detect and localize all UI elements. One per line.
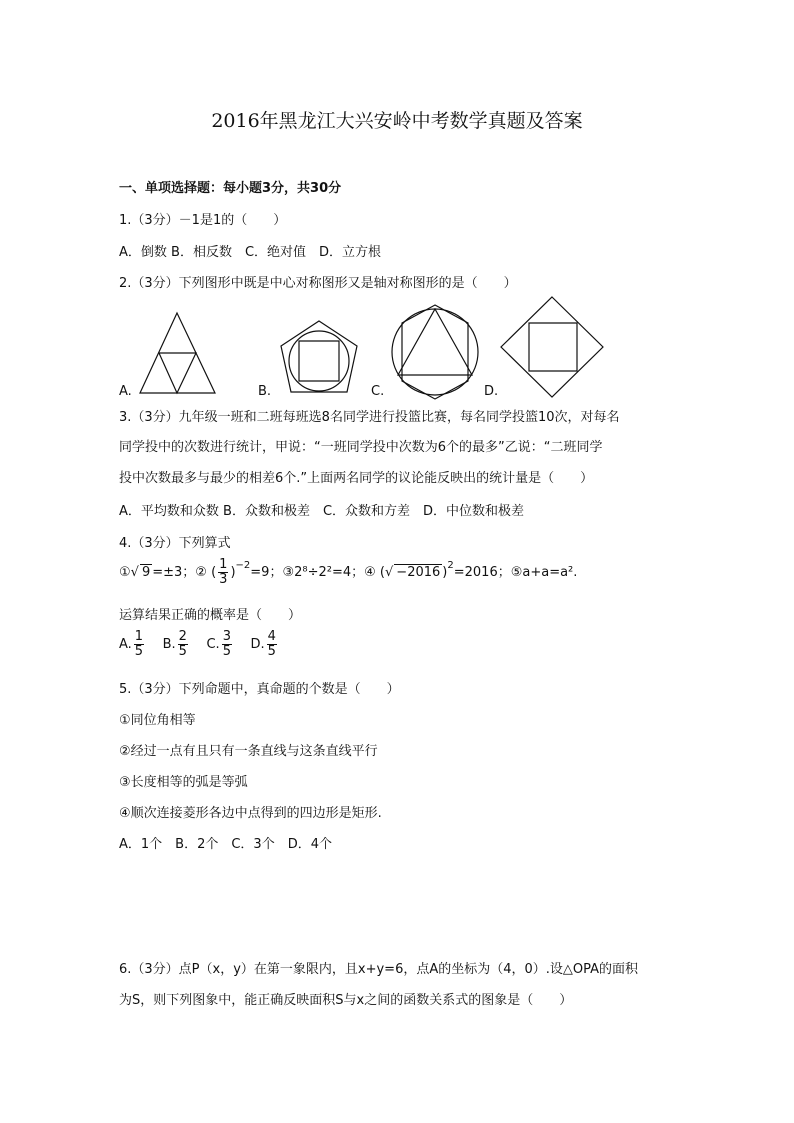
question-1-stem: 1.（3分）－1是1的（ ） [119, 213, 287, 228]
figure-label-c: C. [371, 384, 385, 399]
question-5-item-4: ④顺次连接菱形各边中点得到的四边形是矩形. [119, 806, 382, 821]
option-d-fraction: $\frac{4}{5}$ [267, 629, 276, 659]
question-3-line2: 同学投中的次数进行统计，甲说：“一班同学投中次数为6个的最多”乙说：“二班同学 [119, 440, 603, 455]
option-a-fraction: $\frac{1}{5}$ [134, 629, 144, 659]
question-5-options: A．1个 B．2个 C．3个 D．4个 [119, 837, 332, 852]
expr-1-marker: ① [119, 565, 131, 580]
question-4-stem: 4.（3分）下列算式 [119, 536, 231, 551]
figure-b-pentagon [281, 321, 357, 392]
figure-d-diamond [501, 297, 603, 397]
question-2-figures [115, 295, 615, 405]
question-2-stem: 2.（3分）下列图形中既是中心对称图形又是轴对称图形的是（ ） [119, 276, 517, 291]
question-6-line1: 6.（3分）点P（x，y）在第一象限内，且x+y=6，点A的坐标为（4，0）.设△OPA的面积 [119, 962, 639, 977]
expr-1-radicand: 9 [141, 565, 151, 580]
option-c-fraction: $\frac{3}{5}$ [222, 629, 231, 659]
question-5-item-3: ③长度相等的弧是等弧 [119, 775, 248, 790]
expr-4-5-text: =2016；⑤a+a=a². [453, 565, 578, 580]
expr-2-exponent: −2 [235, 560, 251, 571]
question-6-line2: 为S，则下列图象中，能正确反映面积S与x之间的函数关系式的图象是（ ） [119, 993, 573, 1008]
question-4-expressions: ①√ 9 =±3；② ( $\frac{1}{3}$ )$^{-2}$=9；③2⁸÷2²=4；④ (√ −2016 )$^2$=2016；⑤a+a=a². [119, 557, 578, 587]
question-5-item-2: ②经过一点有且只有一条直线与这条直线平行 [119, 744, 378, 759]
sqrt-symbol: √ [385, 565, 394, 580]
page-title: 2016年黑龙江大兴安岭中考数学真题及答案 [211, 110, 583, 132]
figure-c-hexagon [392, 305, 478, 399]
figure-label-d: D. [484, 384, 499, 399]
sqrt-symbol: √ [130, 565, 139, 580]
section-heading: 一、单项选择题：每小题3分，共30分 [119, 181, 342, 196]
expr-4-exponent: 2 [447, 560, 454, 571]
question-3-line1: 3.（3分）九年级一班和二班每班选8名同学进行投篮比赛，每名同学投篮10次，对每名 [119, 410, 620, 425]
expr-4-radicand: −2016 [396, 565, 441, 580]
expr-2-3-text: =9；③2⁸÷2²=4；④ [250, 565, 376, 580]
question-4-options: A. $\frac{1}{5}$ B. $\frac{2}{5}$ C. $\frac{3}{5}$ D. $\frac{4}{5}$ [119, 629, 276, 659]
figure-label-b: B. [258, 384, 272, 399]
figure-a-triangle [140, 313, 215, 393]
question-3-line3: 投中次数最多与最少的相差6个.”上面两名同学的议论能反映出的统计量是（ ） [119, 471, 594, 486]
figure-label-a: A. [119, 384, 132, 399]
expr-2-fraction: $\frac{1}{3}$ [219, 557, 228, 587]
option-b-fraction: $\frac{2}{5}$ [178, 629, 187, 659]
expr-1-result: =±3；② [152, 565, 207, 580]
question-3-options: A．平均数和众数 B．众数和极差 C．众数和方差 D．中位数和极差 [119, 504, 525, 519]
question-5-stem: 5.（3分）下列命题中，真命题的个数是（ ） [119, 682, 400, 697]
question-5-item-1: ①同位角相等 [119, 713, 196, 728]
question-1-options: A．倒数 B．相反数 C．绝对值 D．立方根 [119, 245, 382, 260]
question-4-question: 运算结果正确的概率是（ ） [119, 608, 302, 623]
